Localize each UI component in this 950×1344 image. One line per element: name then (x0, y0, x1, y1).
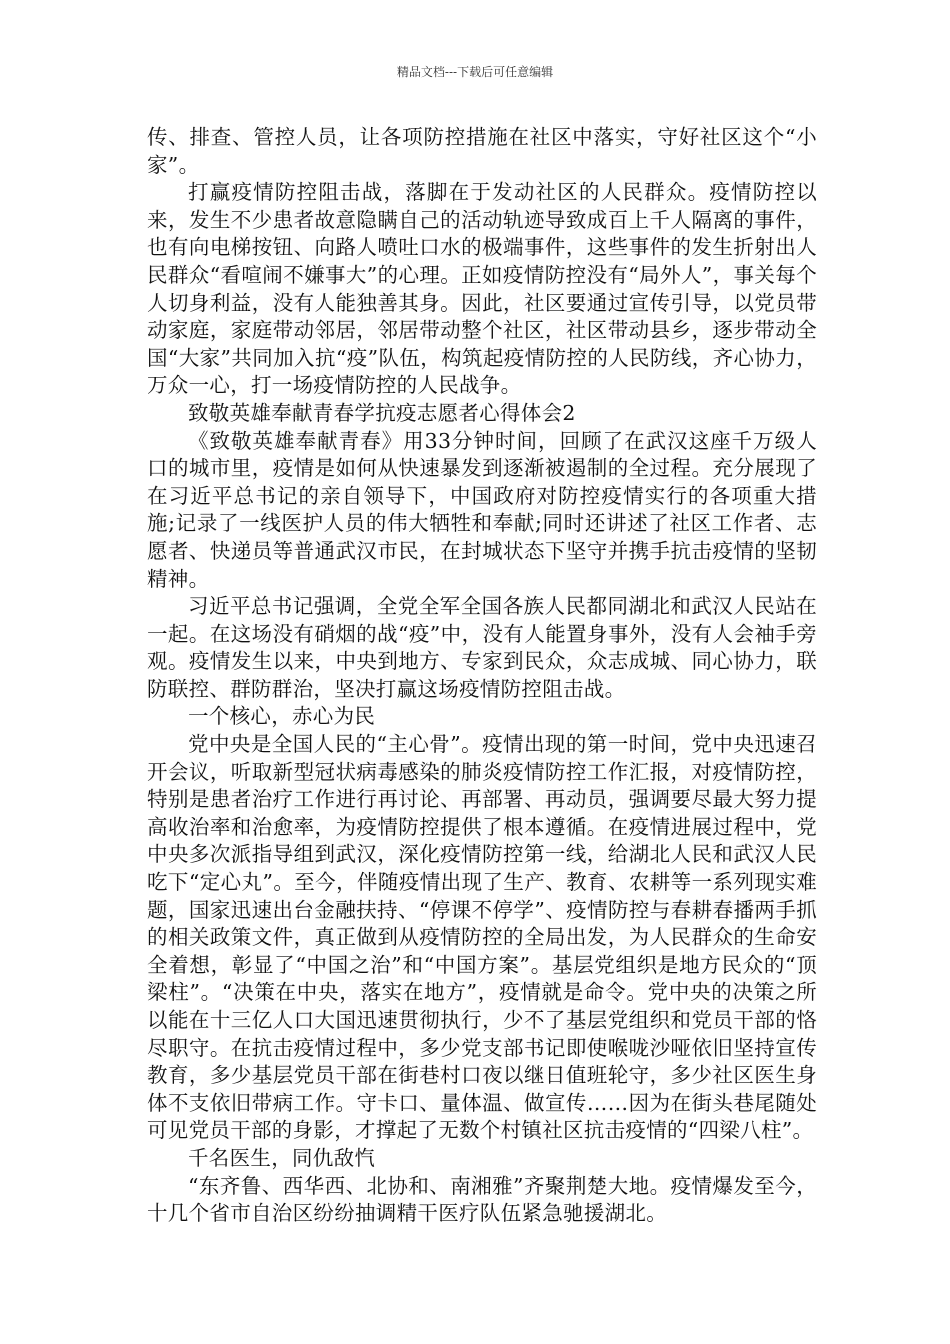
page-header: 精品文档---下载后可任意编辑 (396, 65, 554, 79)
paragraph: “东齐鲁、西华西、北协和、南湘雅”齐聚荆楚大地。疫情爆发至今，十几个省市自治区纷纷抽调精干医疗队伍紧急驰援湖北。 (147, 1173, 817, 1226)
paragraph: 《致敬英雄奉献青春》用33分钟时间，回顾了在武汉这座千万级人口的城市里，疫情是如何从快速暴发到逐渐被遏制的全过程。充分展现了在习近平总书记的亲自领导下，中国政府对防控疫情实行的各项重大措施;记录了一线医护人员的伟大牺牲和奉献;同时还讲述了社区工作者、志愿者、快递员等普通武汉市民，在封城状态下坚守并携手抗击疫情的坚韧精神。 (147, 428, 817, 591)
paragraph: 传、排查、管控人员，让各项防控措施在社区中落实，守好社区这个“小家”。 (147, 125, 817, 177)
subheading: 千名医生，同仇敌忾 (188, 1145, 376, 1170)
section-title: 致敬英雄奉献青春学抗疫志愿者心得体会2 (188, 400, 576, 425)
document-body (147, 124, 817, 1228)
paragraph: 打赢疫情防控阻击战，落脚在于发动社区的人民群众。疫情防控以来，发生不少患者故意隐瞒自己的活动轨迹导致成百上千人隔离的事件，也有向电梯按钮、向路人喷吐口水的极端事件，这些事件的发生折射出人民群众“看喧闹不嫌事大”的心理。正如疫情防控没有“局外人”，事关每个人切身利益，没有人能独善其身。因此，社区要通过宣传引导，以党员带动家庭，家庭带动邻居，邻居带动整个社区，社区带动县乡，逐步带动全国“大家”共同加入抗“疫”队伍，构筑起疫情防控的人民防线，齐心协力，万众一心，打一场疫情防控的人民战争。 (147, 180, 817, 398)
paragraph: 习近平总书记强调，全党全军全国各族人民都同湖北和武汉人民站在一起。在这场没有硝烟的战“疫”中，没有人能置身事外，没有人会袖手旁观。疫情发生以来，中央到地方、专家到民众，众志成城、同心协力，联防联控、群防群治，坚决打赢这场疫情防控阻击战。 (147, 594, 817, 701)
subheading: 一个核心，赤心为民 (188, 704, 376, 729)
paragraph: 党中央是全国人民的“主心骨”。疫情出现的第一时间，党中央迅速召开会议，听取新型冠状病毒感染的肺炎疫情防控工作汇报，对疫情防控，特别是患者治疗工作进行再讨论、再部署、再动员，强调要尽最大努力提高收治率和治愈率，为疫情防控提供了根本遵循。在疫情进展过程中，党中央多次派指导组到武汉，深化疫情防控第一线，给湖北人民和武汉人民吃下“定心丸”。至今，伴随疫情出现了生产、教育、农耕等一系列现实难题，国家迅速出台金融扶持、“停课不停学”、疫情防控与春耕春播两手抓的相关政策文件，真正做到从疫情防控的全局出发，为人民群众的生命安全着想，彰显了“中国之治”和“中国方案”。基层党组织是地方民众的“顶梁柱”。“决策在中央，落实在地方”，疫情就是命令。党中央的决策之所以能在十三亿人口大国迅速贯彻执行，少不了基层党组织和党员干部的恪尽职守。在抗击疫情过程中，多少党支部书记即使喉咙沙哑依旧坚持宣传教育，多少基层党员干部在街巷村口夜以继日值班轮守，多少社区医生身体不支依旧带病工作。守卡口、量体温、做宣传……因为在街头巷尾随处可见党员干部的身影，才撑起了无数个村镇社区抗击疫情的“四梁八柱”。 (147, 732, 817, 1143)
